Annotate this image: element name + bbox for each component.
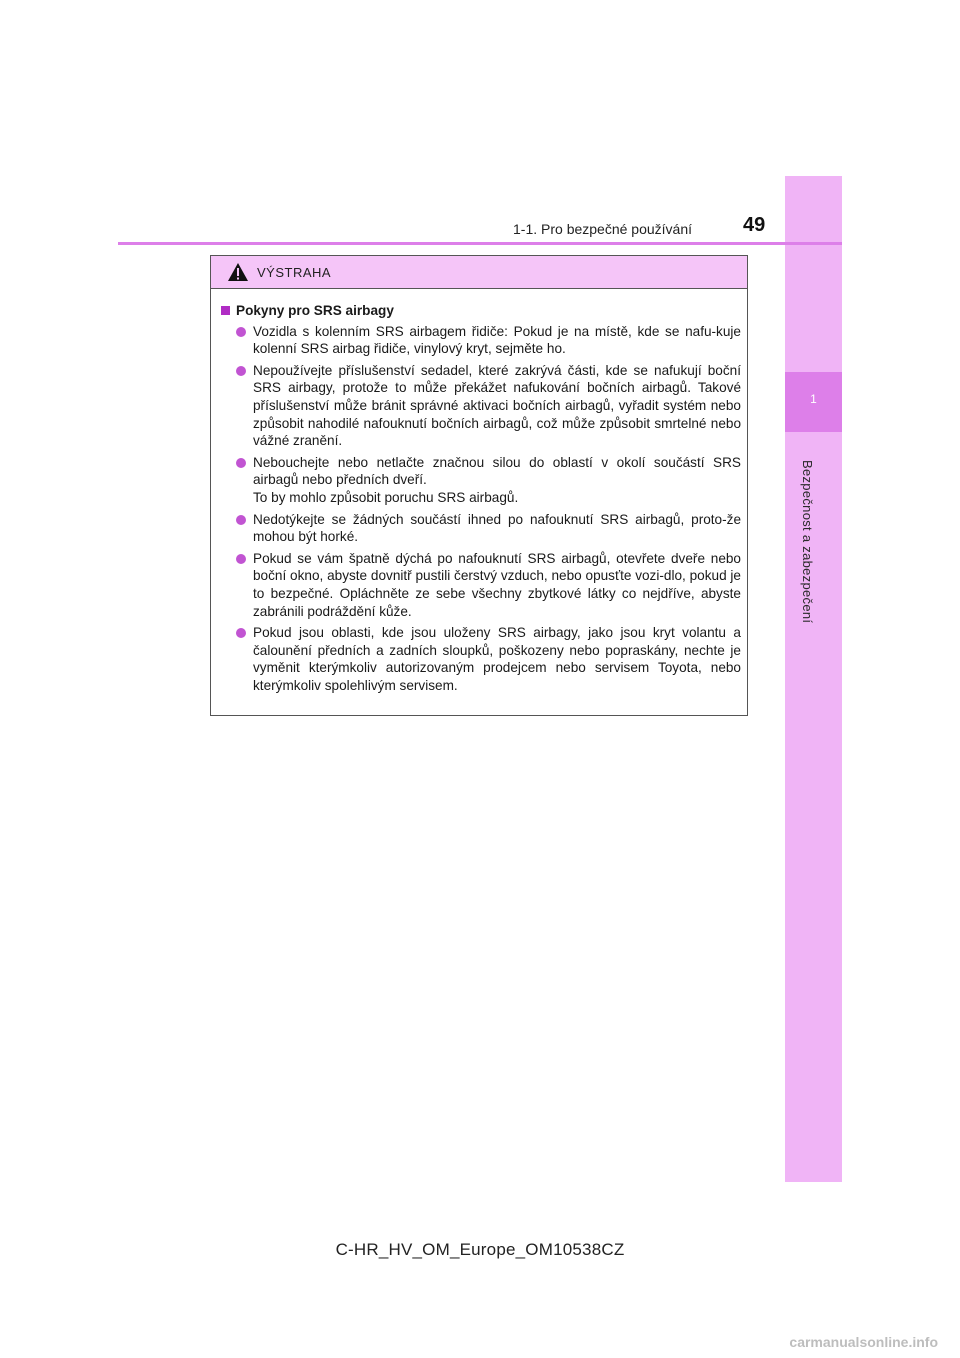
warning-title: VÝSTRAHA: [257, 264, 332, 280]
list-item-text: Pokud se vám špatně dýchá po nafouknutí SRS airbagů, otevřete dveře nebo boční okno, abyste dovnitř pustili čerstvý vzduch, nebo opusťte vozi-dlo, pokud je to bezpečné. Opláchněte ze sebe všechny zbytkové látky co nejdříve, abyste zabránili podráždění kůže.: [253, 550, 741, 619]
bullet-dot-icon: [236, 458, 246, 468]
chapter-title: Bezpečnost a zabezpečení: [800, 460, 815, 624]
warning-triangle-icon: [227, 262, 249, 282]
bullet-dot-icon: [236, 628, 246, 638]
list-item-text: Nebouchejte nebo netlačte značnou silou do oblastí v okolí součástí SRS airbagů nebo předních dveří. To by mohlo způsobit poruchu SRS airbagů.: [253, 454, 741, 505]
list-item: [221, 624, 741, 694]
list-item-text: Vozidla s kolenním SRS airbagem řidiče: Pokud je na místě, kde se nafu-kuje kolenní SRS airbag řidiče, vinylový kryt, sejměte ho.: [253, 323, 741, 357]
list-item: [221, 362, 741, 450]
bullet-dot-icon: [236, 366, 246, 376]
bullet-dot-icon: [236, 515, 246, 525]
warning-header: [211, 256, 747, 289]
header-section-title: 1-1. Pro bezpečné používání: [513, 221, 693, 237]
page-number: 49: [743, 214, 766, 236]
list-item: [221, 511, 741, 546]
bullet-dot-icon: [236, 554, 246, 564]
list-item-text: Nepoužívejte příslušenství sedadel, které zakrývá části, kde se nafukují boční SRS airbagy, protože to může překážet nafukování bočních airbagů. Takové příslušenství může bránit správné aktivaci bočních airbagů, vyřadit systém nebo způsobit nahodilé nafouknutí bočních airbagů, což může způsobit smrtelné nebo vážné zranění.: [253, 362, 741, 449]
bullet-dot-icon: [236, 327, 246, 337]
square-bullet-icon: [221, 306, 230, 315]
list-item-text: Nedotýkejte se žádných součástí ihned po nafouknutí SRS airbagů, proto-že mohou být horké.: [253, 511, 741, 545]
watermark: carmanualsonline.info: [789, 1334, 938, 1350]
header-rule: [118, 242, 842, 245]
section-title: [221, 302, 741, 320]
list-item-text: Pokud jsou oblasti, kde jsou uloženy SRS airbagy, jako jsou kryt volantu a čalounění předních a zadních sloupků, poškozeny nebo popraskány, nechte je vyměnit kterýmkoliv autorizovaným prodejcem nebo servisem Toyota, nebo kterýmkoliv spolehlivým servisem.: [253, 625, 741, 693]
side-tab: [785, 176, 842, 1182]
list-item: [221, 323, 741, 358]
warning-body: [211, 289, 747, 694]
list-item: [221, 550, 741, 620]
section-title-text: Pokyny pro SRS airbagy: [236, 303, 394, 318]
footer-document-code: C-HR_HV_OM_Europe_OM10538CZ: [335, 1240, 625, 1259]
list-item: [221, 454, 741, 507]
chapter-number: 1: [810, 392, 817, 406]
warning-box: [210, 255, 748, 716]
